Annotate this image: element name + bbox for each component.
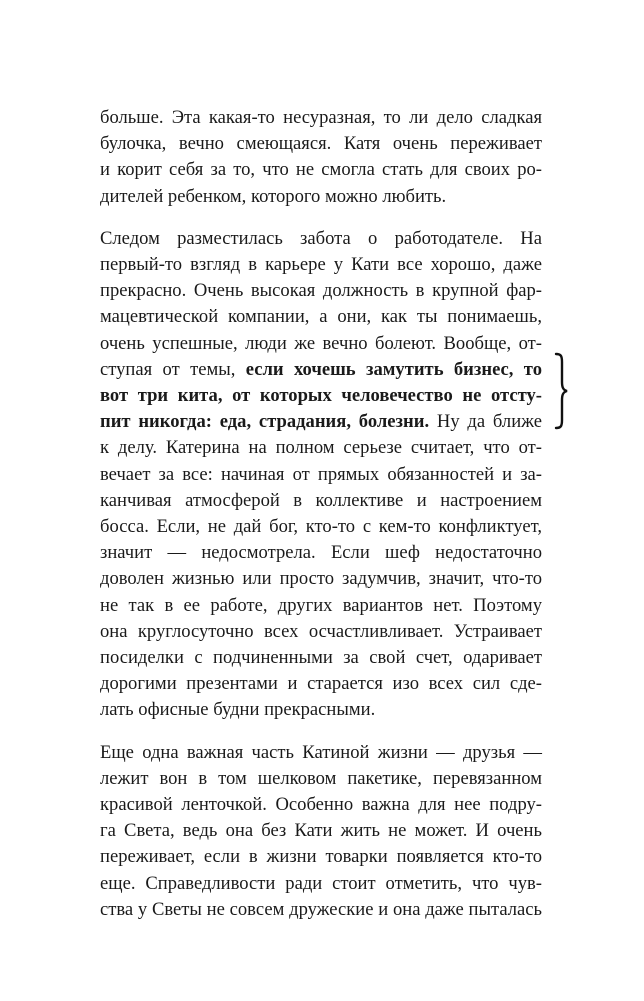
paragraph-2 <box>100 226 542 724</box>
paragraph-1 <box>100 105 542 210</box>
text-line: она круглосуточно всех осчастливливает. Устраивает <box>100 620 542 642</box>
body-text <box>100 105 542 939</box>
text-line: и корит себя за то, что не смогла стать для своих ро- <box>100 159 542 181</box>
text-line: мацевтической компании, а они, как ты понимаешь, <box>100 306 542 328</box>
text-line: дителей ребенком, которого можно любить. <box>100 185 447 207</box>
text-line: прекрасно. Очень высокая должность в крупной фар- <box>100 280 542 302</box>
text-line: переживает, если в жизни товарки появляется кто-то <box>100 846 542 868</box>
text-line: Еще одна важная часть Катиной жизни — друзья — <box>100 741 542 763</box>
text-line: га Света, ведь она без Кати жить не может. И очень <box>100 820 542 842</box>
text-line: первый-то взгляд в карьере у Кати все хорошо, даже <box>100 254 542 276</box>
text-line: к делу. Катерина на полном серьезе считает, что от- <box>100 437 542 459</box>
text-line: лать офисные будни прекрасными. <box>100 699 376 721</box>
text-line: посиделки с подчиненными за свой счет, одаривает <box>100 647 542 669</box>
text-line-mixed <box>100 357 542 383</box>
highlighted-text: если хочешь замутить бизнес, то <box>245 358 542 380</box>
text-line: вечает за все: начиная от прямых обязанностей и за- <box>100 463 542 485</box>
text-line: Следом разместилась забота о работодателе. На <box>100 227 542 249</box>
text-line: значит — недосмотрела. Если шеф недостаточно <box>100 542 542 564</box>
curly-brace-path <box>556 354 567 428</box>
text-line: не так в ее работе, других вариантов нет. Поэтому <box>100 594 542 616</box>
highlighted-text: пит никогда: еда, страдания, болезни. <box>100 411 430 433</box>
highlighted-text: вот три кита, от которых человечество не отсту- <box>100 385 542 407</box>
text-line: лежит вон в том шелковом пакетике, перевязанном <box>100 767 542 789</box>
plain-text: ступая от темы, <box>100 358 246 380</box>
text-line: доволен жизнью или просто задумчив, значит, что-то <box>100 568 542 590</box>
text-line: больше. Эта какая-то несуразная, то ли дело сладкая <box>100 107 542 128</box>
text-line: канчивая атмосферой в коллективе и настроением <box>100 489 542 511</box>
text-line-mixed <box>100 383 542 409</box>
text-line: босса. Если, не дай бог, кто-то с кем-то конфликтует, <box>100 516 542 538</box>
text-line: ства у Светы не совсем дружеские и она даже пыталась <box>100 898 542 920</box>
plain-text: Ну да ближе <box>429 411 542 433</box>
text-line: еще. Справедливости ради стоит отметить, что чув- <box>100 872 542 894</box>
text-line-mixed <box>100 409 542 435</box>
text-line: дорогими презентами и старается изо всех сил сде- <box>100 673 542 695</box>
text-line: очень успешные, люди же вечно болеют. Вообще, от- <box>100 332 542 354</box>
text-line: красивой ленточкой. Особенно важна для нее подру- <box>100 794 542 816</box>
curly-brace-icon <box>553 352 569 430</box>
paragraph-3 <box>100 740 542 923</box>
text-line: булочка, вечно смеющаяся. Катя очень переживает <box>100 133 542 155</box>
